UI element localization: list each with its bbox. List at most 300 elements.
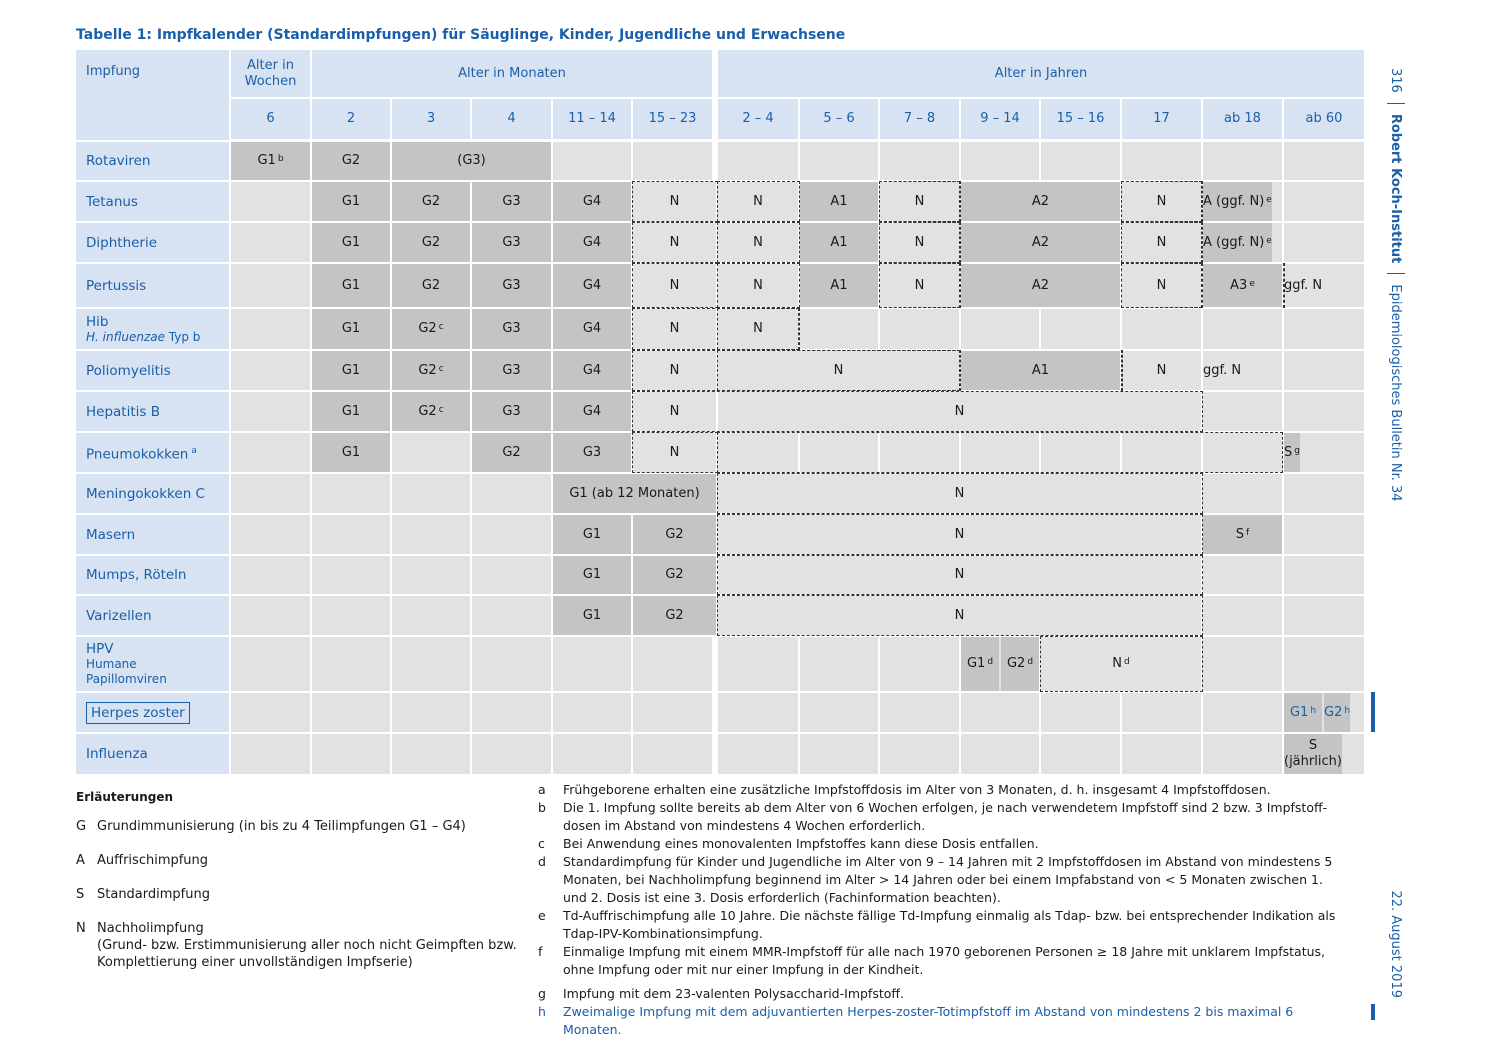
dose-label: S (jährlich) xyxy=(1284,738,1342,769)
dose-cell xyxy=(472,309,551,349)
row-label-hib xyxy=(76,309,229,349)
row-label-text: Hib xyxy=(86,313,109,330)
dose-cell xyxy=(880,264,959,307)
dose-label: G3 xyxy=(502,321,521,336)
dose-label: G1 xyxy=(582,607,602,623)
empty-cell xyxy=(1284,142,1364,180)
row-label-text: Meningokokken C xyxy=(86,485,205,502)
empty-cell xyxy=(231,556,310,594)
footnote-marker: c xyxy=(438,363,444,374)
dose-label: G2 xyxy=(665,526,684,542)
row-label-text: Mumps, Röteln xyxy=(86,567,187,583)
dose-label: G1 (ab 12 Monaten) xyxy=(569,485,700,501)
empty-cell xyxy=(472,596,551,635)
footnote-marker: h xyxy=(1310,705,1317,716)
dose-label: G2 xyxy=(421,193,441,209)
empty-cell xyxy=(1284,637,1364,691)
empty-cell xyxy=(1284,182,1364,221)
dose-cell xyxy=(633,264,716,307)
footnote-marker: c xyxy=(438,404,444,415)
empty-cell xyxy=(1203,142,1282,180)
legend-text-main: Nachholimpfung xyxy=(97,921,204,936)
dose-cell xyxy=(1203,515,1282,554)
page-number: 316 xyxy=(1388,68,1404,93)
empty-cell xyxy=(392,734,470,774)
empty-cell xyxy=(312,637,390,691)
dose-cell xyxy=(961,637,999,691)
row-label-text: Diphtherie xyxy=(86,234,158,251)
empty-cell xyxy=(472,474,551,513)
header-alter-jahren: Alter in Jahren xyxy=(718,50,1364,97)
empty-cell xyxy=(1203,637,1282,691)
empty-cell xyxy=(1122,309,1201,349)
row-label-italic: H. influenzae xyxy=(86,329,165,344)
age-header-4: 11 – 14 xyxy=(553,99,631,139)
footnote-marker: d xyxy=(1124,657,1130,667)
dose-cell xyxy=(312,264,390,307)
legend-text-main: Grundimmunisierung (in bis zu 4 Teilimpfungen G1 – G4) xyxy=(97,819,466,834)
dose-cell xyxy=(1203,264,1282,307)
dose-label: N xyxy=(954,403,965,419)
empty-cell xyxy=(312,693,390,732)
header-alter-wochen: Alter in Wochen xyxy=(231,50,310,97)
dose-cell xyxy=(880,182,959,221)
dose-label: G1 xyxy=(257,153,276,168)
dose-cell xyxy=(880,223,959,262)
dose-cell xyxy=(312,182,390,221)
row-label-masern xyxy=(76,515,229,554)
dose-cell xyxy=(392,223,470,262)
empty-cell xyxy=(633,142,712,180)
dose-label: N xyxy=(1112,656,1122,671)
legend-text xyxy=(97,920,527,971)
empty-cell xyxy=(880,309,959,349)
age-header-9: 9 – 14 xyxy=(961,99,1039,139)
dose-cell xyxy=(392,392,470,431)
footnote-text: Td-Auffrischimpfung alle 10 Jahre. Die nächste fällige Td-Impfung einmalig als Tdap- bzw. bei entsprechender Indikation als Tdap-IPV-Kombinationsimpfung. xyxy=(563,908,1336,941)
legend-item xyxy=(76,852,527,869)
empty-cell xyxy=(1203,309,1282,349)
footnote-text: Frühgeborene erhalten eine zusätzliche Impfstoffdosis im Alter von 3 Monaten, d. h. insgesamt 4 Impfstoffdosen. xyxy=(563,782,1271,797)
row-label-text: Varizellen xyxy=(86,607,152,624)
dose-cell xyxy=(718,556,1201,594)
dose-cell xyxy=(553,433,631,472)
dose-label: G1 xyxy=(341,362,361,378)
dose-cell xyxy=(472,433,551,472)
dose-label: N xyxy=(669,403,680,419)
dose-cell xyxy=(800,223,878,262)
dose-cell xyxy=(633,433,716,472)
empty-cell xyxy=(633,693,712,732)
dose-label: A2 xyxy=(1031,193,1050,209)
dose-label: N xyxy=(954,526,965,542)
legend-text xyxy=(97,852,527,869)
dose-cell xyxy=(633,223,716,262)
dose-label: N xyxy=(669,277,680,293)
dose-label: G2 xyxy=(421,277,441,293)
empty-cell xyxy=(880,637,959,691)
dose-cell xyxy=(1001,637,1039,691)
empty-cell xyxy=(1041,693,1120,732)
dose-cell xyxy=(392,142,551,180)
dose-label: G2 xyxy=(418,321,437,336)
dose-cell xyxy=(718,596,1201,635)
empty-cell xyxy=(553,142,631,180)
dose-cell xyxy=(633,182,716,221)
dose-cell xyxy=(633,351,716,390)
footnote-marker: f xyxy=(1246,527,1250,538)
dose-label: N xyxy=(753,234,763,250)
legend-item xyxy=(76,886,527,903)
dose-cell xyxy=(961,182,1120,221)
empty-cell xyxy=(392,637,470,691)
empty-cell xyxy=(553,734,631,774)
legend-item xyxy=(76,818,527,835)
dose-label: G2 xyxy=(665,607,684,623)
dose-label: G2 xyxy=(418,403,437,419)
empty-cell xyxy=(1122,433,1201,472)
dose-label: G1 xyxy=(341,444,361,460)
empty-cell xyxy=(961,433,1039,472)
row-label-subtitle: Papillomviren xyxy=(86,672,167,686)
dose-label: G1 xyxy=(341,277,361,293)
empty-cell xyxy=(1284,223,1364,262)
empty-cell xyxy=(231,264,310,307)
empty-cell xyxy=(880,433,959,472)
dose-cell xyxy=(472,351,551,390)
footnote-text: Die 1. Impfung sollte bereits ab dem Alter von 6 Wochen erfolgen, je nach verwendetem Impfstoff sind 2 bzw. 3 Impfstoff-dosen im Abstand von mindestens 4 Wochen erforderlich. xyxy=(563,800,1328,833)
empty-cell xyxy=(718,142,798,180)
dose-cell xyxy=(312,142,390,180)
empty-cell xyxy=(1284,515,1364,554)
empty-cell xyxy=(800,734,878,774)
footnote-d xyxy=(538,853,1348,907)
empty-cell xyxy=(312,734,390,774)
footnote-marker: e xyxy=(1249,278,1255,289)
dose-cell xyxy=(553,515,631,554)
empty-cell xyxy=(1284,556,1364,594)
dose-cell xyxy=(633,596,716,635)
dose-cell xyxy=(1203,182,1272,221)
empty-cell xyxy=(633,637,712,691)
dose-cell xyxy=(392,182,470,221)
footnote-text: Impfung mit dem 23-valenten Polysaccharid-Impfstoff. xyxy=(563,986,904,1001)
dose-label: N xyxy=(1156,234,1167,250)
empty-cell xyxy=(1122,142,1201,180)
row-label-text: Influenza xyxy=(86,746,148,762)
dose-cell xyxy=(553,556,631,594)
dose-label: G2 xyxy=(341,153,361,168)
empty-cell xyxy=(392,556,470,594)
header-alter-monaten: Alter in Monaten xyxy=(312,50,712,97)
empty-cell xyxy=(312,556,390,594)
dose-cell xyxy=(472,392,551,431)
legend-key: N xyxy=(76,921,86,936)
dose-label: G1 xyxy=(341,403,361,419)
dose-label: A (ggf. N) xyxy=(1203,234,1265,250)
footnote-key: h xyxy=(538,1004,546,1019)
dose-cell xyxy=(718,474,1201,513)
age-header-11: 17 xyxy=(1122,99,1201,139)
dose-label: N xyxy=(669,362,680,378)
dose-label: N xyxy=(1156,193,1167,209)
legend-key: S xyxy=(76,887,85,902)
empty-cell xyxy=(231,223,310,262)
dose-cell xyxy=(800,182,878,221)
dose-cell xyxy=(312,223,390,262)
footnote-text: Standardimpfung für Kinder und Jugendliche im Alter von 9 – 14 Jahren mit 2 Impfstoffdosen im Abstand von mindestens 5 Monaten, bei Nachholimpfung beginnend im Alter > 14 Jahren oder bei einem Impfabstand von < 5 Monaten zwischen 1. und 2. Dosis ist eine 3. Dosis erforderlich (Fachinformation beachten). xyxy=(563,854,1333,905)
row-label-text: Rotaviren xyxy=(86,153,151,169)
empty-cell xyxy=(231,474,310,513)
dose-label: G3 xyxy=(502,193,521,209)
dose-label: A1 xyxy=(1031,362,1050,378)
footnote-marker: e xyxy=(1266,194,1272,205)
empty-cell xyxy=(231,734,310,774)
dose-cell xyxy=(312,392,390,431)
dose-cell xyxy=(1122,264,1201,307)
empty-cell xyxy=(1041,734,1120,774)
empty-cell xyxy=(231,433,310,472)
dose-cell xyxy=(553,264,631,307)
dose-cell xyxy=(718,182,798,221)
age-header-13: ab 60 xyxy=(1284,99,1364,139)
age-header-3: 4 xyxy=(472,99,551,139)
row-label-pertussis xyxy=(76,264,229,307)
dose-cell xyxy=(961,223,1120,262)
dose-label: N xyxy=(1156,277,1167,293)
empty-cell xyxy=(231,309,310,349)
empty-cell xyxy=(312,474,390,513)
dose-cell xyxy=(1284,264,1322,307)
footnote-marker: h xyxy=(1344,705,1351,716)
empty-cell xyxy=(718,637,798,691)
row-label-influenza xyxy=(76,734,229,774)
empty-cell xyxy=(1203,734,1282,774)
footnote-key: d xyxy=(538,854,546,869)
dose-cell xyxy=(312,351,390,390)
legend-key: A xyxy=(76,853,85,868)
empty-cell xyxy=(231,693,310,732)
journal-name: Epidemiologisches Bulletin Nr. 34 xyxy=(1388,284,1404,502)
footnote-key: b xyxy=(538,800,546,815)
dose-cell xyxy=(1203,351,1241,390)
dose-cell xyxy=(718,264,798,307)
empty-cell xyxy=(392,515,470,554)
row-label-tetanus xyxy=(76,182,229,221)
dose-cell xyxy=(472,223,551,262)
dose-cell xyxy=(718,515,1201,554)
empty-cell xyxy=(231,351,310,390)
dose-label: A1 xyxy=(830,277,848,293)
dose-cell xyxy=(392,309,470,349)
row-label-herpes-zoster xyxy=(76,693,229,732)
empty-cell xyxy=(1284,351,1364,390)
side-running-header xyxy=(1386,58,1406,1008)
empty-cell xyxy=(961,309,1039,349)
dose-label: G4 xyxy=(582,234,602,250)
row-label-text: Tetanus xyxy=(86,193,138,210)
dose-cell xyxy=(633,515,716,554)
footnote-key: a xyxy=(538,782,546,797)
dose-label: G1 xyxy=(582,567,602,582)
empty-cell xyxy=(800,309,878,349)
dose-cell xyxy=(472,264,551,307)
empty-cell xyxy=(553,637,631,691)
dose-cell xyxy=(718,309,798,349)
dose-label: A1 xyxy=(830,234,848,250)
footnote-key: c xyxy=(538,836,545,851)
row-label-subtitle: Humane xyxy=(86,657,137,671)
dose-label: A2 xyxy=(1031,277,1050,293)
empty-cell xyxy=(880,693,959,732)
row-label-text: Hepatitis B xyxy=(86,403,160,420)
legend-item xyxy=(76,920,527,971)
dose-cell xyxy=(800,264,878,307)
footnote-text: Einmalige Impfung mit einem MMR-Impfstoff für alle nach 1970 geborenen Personen ≥ 18 Jahre mit unklarem Impfstatus, ohne Impfung oder mit nur einer Impfung in der Kindheit. xyxy=(563,944,1326,977)
row-label-text: Masern xyxy=(86,526,136,543)
empty-cell xyxy=(392,693,470,732)
dose-label: N xyxy=(914,193,925,209)
empty-cell xyxy=(1122,734,1201,774)
dose-cell xyxy=(553,223,631,262)
empty-cell xyxy=(1203,556,1282,594)
change-marker-bar xyxy=(1371,1004,1375,1020)
dose-label: A1 xyxy=(830,193,848,209)
row-label-text: Poliomyelitis xyxy=(86,362,171,379)
dose-label: N xyxy=(914,277,925,293)
footnote-key: f xyxy=(538,944,543,959)
row-label-text: Pneumokokken $^a$ xyxy=(86,445,197,463)
legend-text xyxy=(97,886,527,903)
empty-cell xyxy=(1203,596,1282,635)
dose-cell xyxy=(312,433,390,472)
dose-label: N xyxy=(753,277,763,293)
dose-label: G1 xyxy=(341,321,361,336)
dose-cell xyxy=(633,392,716,431)
footnote-marker: b xyxy=(277,154,284,164)
empty-cell xyxy=(718,433,798,472)
dose-cell xyxy=(1203,223,1272,262)
empty-cell xyxy=(472,515,551,554)
footnote-marker: c xyxy=(438,322,444,332)
dose-label: G2 xyxy=(1006,656,1026,671)
dose-cell xyxy=(553,596,631,635)
empty-cell xyxy=(633,734,712,774)
empty-cell xyxy=(961,734,1039,774)
empty-cell xyxy=(880,142,959,180)
age-header-2: 3 xyxy=(392,99,470,139)
dose-label: N xyxy=(669,321,680,336)
dose-cell xyxy=(553,182,631,221)
row-label-text: Pertussis xyxy=(86,277,147,294)
dose-label: G2 xyxy=(1324,704,1343,720)
legend-title: Erläuterungen xyxy=(76,790,174,804)
dose-cell xyxy=(1041,637,1201,691)
row-label-hpv xyxy=(76,637,229,691)
issue-date: 22. August 2019 xyxy=(1388,890,1404,998)
footnote-marker: a xyxy=(191,445,197,456)
dose-cell xyxy=(392,264,470,307)
row-label-poliomyelitis xyxy=(76,351,229,390)
dose-label: N xyxy=(669,193,680,209)
row-label-varizellen xyxy=(76,596,229,635)
empty-cell xyxy=(472,637,551,691)
legend-text-main: Auffrischimpfung xyxy=(97,853,209,868)
row-label-text: HPV xyxy=(86,641,114,657)
empty-cell xyxy=(1284,596,1364,635)
footnote-f xyxy=(538,943,1348,979)
dose-label: G1 xyxy=(1289,704,1309,720)
dose-label: ggf. N xyxy=(1284,277,1323,293)
age-header-1: 2 xyxy=(312,99,390,139)
footnote-h xyxy=(538,1003,1348,1039)
dose-label: G1 xyxy=(966,656,986,671)
empty-cell xyxy=(231,182,310,221)
empty-cell xyxy=(392,433,470,472)
change-marker-bar xyxy=(1371,692,1375,732)
footnote-marker: d xyxy=(987,657,994,667)
row-label-diphtherie xyxy=(76,223,229,262)
empty-cell xyxy=(1203,474,1282,513)
dose-label: A3 xyxy=(1230,277,1248,293)
dose-label: S xyxy=(1235,526,1245,542)
empty-cell xyxy=(553,693,631,732)
empty-cell xyxy=(800,637,878,691)
dose-cell xyxy=(312,309,390,349)
footnote-c xyxy=(538,835,1348,853)
empty-cell xyxy=(800,433,878,472)
empty-cell xyxy=(392,474,470,513)
empty-cell xyxy=(800,693,878,732)
row-label-hepatitis-b xyxy=(76,392,229,431)
table-title: Tabelle 1: Impfkalender (Standardimpfungen) für Säuglinge, Kinder, Jugendliche und Erwachsene xyxy=(76,27,846,43)
empty-cell xyxy=(231,392,310,431)
dose-cell xyxy=(553,309,631,349)
empty-cell xyxy=(880,734,959,774)
dose-cell xyxy=(1284,734,1342,774)
row-label-pneumokokken xyxy=(76,433,229,472)
dose-label: A (ggf. N) xyxy=(1203,193,1265,209)
row-label-rest: Typ b xyxy=(164,329,201,344)
dose-cell xyxy=(553,474,716,513)
empty-cell xyxy=(1203,392,1282,431)
age-header-10: 15 – 16 xyxy=(1041,99,1120,139)
empty-cell xyxy=(961,693,1039,732)
dose-label: G3 xyxy=(502,403,521,419)
dose-label: N xyxy=(669,444,680,460)
dose-label: N xyxy=(954,607,965,623)
footnote-text: Bei Anwendung eines monovalenten Impfstoffes kann diese Dosis entfallen. xyxy=(563,836,1039,851)
dose-label: G3 xyxy=(502,362,521,378)
empty-cell xyxy=(1284,474,1364,513)
dose-label: G3 xyxy=(502,234,521,250)
footnote-marker: e xyxy=(1266,235,1272,246)
dose-cell xyxy=(553,392,631,431)
dose-label: G4 xyxy=(582,321,602,336)
row-label-text: Herpes zoster xyxy=(86,702,190,724)
empty-cell xyxy=(392,596,470,635)
legend-text-main: Standardimpfung xyxy=(97,887,210,902)
footnote-e xyxy=(538,907,1348,943)
dose-label: (G3) xyxy=(457,153,486,168)
dose-label: G1 xyxy=(582,526,602,542)
dose-label: ggf. N xyxy=(1203,362,1242,378)
legend-key: G xyxy=(76,819,87,834)
publisher: Robert Koch-Institut xyxy=(1388,113,1404,264)
age-header-6: 2 – 4 xyxy=(718,99,798,139)
dose-cell xyxy=(1122,182,1201,221)
footnote-marker: g xyxy=(1294,445,1300,456)
